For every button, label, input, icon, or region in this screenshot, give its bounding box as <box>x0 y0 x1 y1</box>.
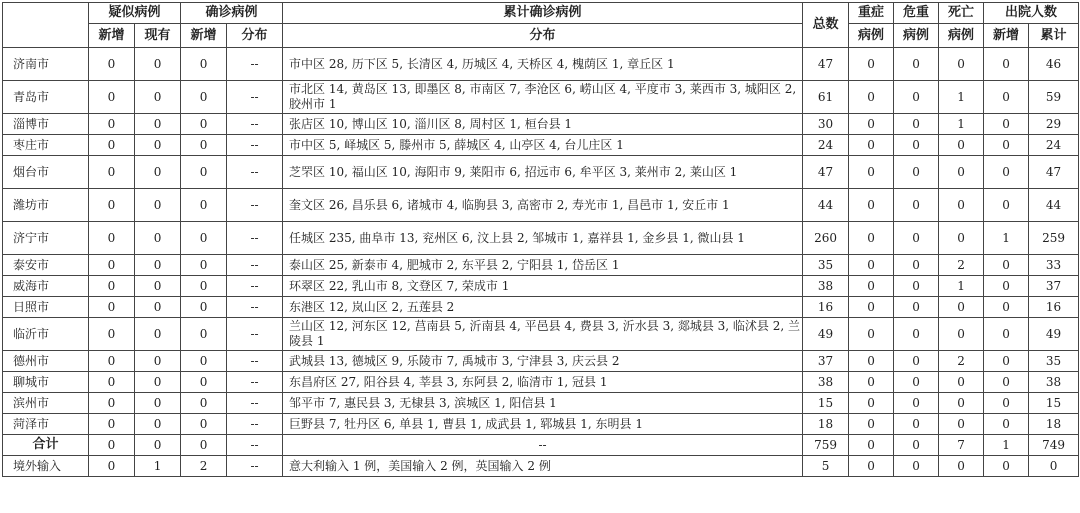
suspected-new: 0 <box>89 189 135 222</box>
discharged-cumulative: 15 <box>1029 393 1079 414</box>
total-cases: 61 <box>803 81 849 114</box>
severe-cases: 0 <box>849 135 894 156</box>
critical-cases: 0 <box>894 135 939 156</box>
suspected-current: 0 <box>135 255 181 276</box>
discharged-cumulative: 37 <box>1029 276 1079 297</box>
city-name: 枣庄市 <box>3 135 89 156</box>
suspected-new: 0 <box>89 318 135 351</box>
death-cases: 0 <box>939 48 984 81</box>
discharged-cumulative: 29 <box>1029 114 1079 135</box>
header-death-cases: 病例 <box>939 24 984 48</box>
discharged-new: 0 <box>984 81 1029 114</box>
total-cases: 260 <box>803 222 849 255</box>
discharged-new: 0 <box>984 456 1029 477</box>
suspected-current: 0 <box>135 81 181 114</box>
discharged-new: 0 <box>984 372 1029 393</box>
suspected-current: 0 <box>135 48 181 81</box>
critical-cases: 0 <box>894 456 939 477</box>
header-suspected: 疑似病例 <box>89 3 181 24</box>
cumulative-distribution: 东昌府区 27, 阳谷县 4, 莘县 3, 东阿县 2, 临清市 1, 冠县 1 <box>283 372 803 393</box>
discharged-cumulative: 35 <box>1029 351 1079 372</box>
discharged-new: 1 <box>984 435 1029 456</box>
header-confirmed-dist: 分布 <box>227 24 283 48</box>
header-suspected-new: 新增 <box>89 24 135 48</box>
header-discharged: 出院人数 <box>984 3 1079 24</box>
severe-cases: 0 <box>849 393 894 414</box>
confirmed-new: 0 <box>181 189 227 222</box>
suspected-current: 0 <box>135 372 181 393</box>
confirmed-distribution: -- <box>227 156 283 189</box>
cumulative-distribution: 张店区 10, 博山区 10, 淄川区 8, 周村区 1, 桓台县 1 <box>283 114 803 135</box>
severe-cases: 0 <box>849 276 894 297</box>
table-row <box>3 372 1079 393</box>
severe-cases: 0 <box>849 414 894 435</box>
critical-cases: 0 <box>894 276 939 297</box>
discharged-new: 0 <box>984 276 1029 297</box>
foreign-import-label: 境外输入 <box>3 456 89 477</box>
suspected-new: 0 <box>89 156 135 189</box>
confirmed-new: 0 <box>181 222 227 255</box>
cumulative-distribution: -- <box>283 435 803 456</box>
suspected-current: 0 <box>135 276 181 297</box>
cumulative-distribution: 巨野县 7, 牡丹区 6, 单县 1, 曹县 1, 成武县 1, 郓城县 1, 东明县 1 <box>283 414 803 435</box>
city-name: 日照市 <box>3 297 89 318</box>
discharged-new: 0 <box>984 393 1029 414</box>
death-cases: 0 <box>939 135 984 156</box>
severe-cases: 0 <box>849 318 894 351</box>
confirmed-new: 0 <box>181 156 227 189</box>
suspected-new: 0 <box>89 435 135 456</box>
total-cases: 49 <box>803 318 849 351</box>
city-name: 威海市 <box>3 276 89 297</box>
table-row <box>3 393 1079 414</box>
suspected-current: 0 <box>135 351 181 372</box>
total-cases: 38 <box>803 276 849 297</box>
suspected-new: 0 <box>89 414 135 435</box>
severe-cases: 0 <box>849 351 894 372</box>
severe-cases: 0 <box>849 222 894 255</box>
death-cases: 1 <box>939 114 984 135</box>
confirmed-distribution: -- <box>227 222 283 255</box>
cumulative-distribution: 市中区 28, 历下区 5, 长清区 4, 历城区 4, 天桥区 4, 槐荫区 1, 章丘区 1 <box>283 48 803 81</box>
suspected-new: 0 <box>89 393 135 414</box>
table-row <box>3 48 1079 81</box>
discharged-cumulative: 44 <box>1029 189 1079 222</box>
suspected-current: 0 <box>135 297 181 318</box>
suspected-current: 0 <box>135 393 181 414</box>
total-cases: 35 <box>803 255 849 276</box>
discharged-cumulative: 47 <box>1029 156 1079 189</box>
death-cases: 0 <box>939 189 984 222</box>
cumulative-distribution: 任城区 235, 曲阜市 13, 兖州区 6, 汶上县 2, 邹城市 1, 嘉祥县 1, 金乡县 1, 微山县 1 <box>283 222 803 255</box>
city-name: 青岛市 <box>3 81 89 114</box>
discharged-cumulative: 33 <box>1029 255 1079 276</box>
discharged-new: 0 <box>984 114 1029 135</box>
severe-cases: 0 <box>849 81 894 114</box>
severe-cases: 0 <box>849 189 894 222</box>
city-name: 烟台市 <box>3 156 89 189</box>
city-name: 济南市 <box>3 48 89 81</box>
header-severe-cases: 病例 <box>849 24 894 48</box>
header-discharged-cumulative: 累计 <box>1029 24 1079 48</box>
confirmed-new: 0 <box>181 318 227 351</box>
total-cases: 37 <box>803 351 849 372</box>
suspected-new: 0 <box>89 48 135 81</box>
total-cases: 15 <box>803 393 849 414</box>
header-corner <box>3 3 89 48</box>
header-confirmed: 确诊病例 <box>181 3 283 24</box>
critical-cases: 0 <box>894 435 939 456</box>
suspected-current: 0 <box>135 222 181 255</box>
header-suspected-current: 现有 <box>135 24 181 48</box>
critical-cases: 0 <box>894 414 939 435</box>
discharged-new: 0 <box>984 156 1029 189</box>
cumulative-distribution: 泰山区 25, 新泰市 4, 肥城市 2, 东平县 2, 宁阳县 1, 岱岳区 1 <box>283 255 803 276</box>
header-death: 死亡 <box>939 3 984 24</box>
severe-cases: 0 <box>849 48 894 81</box>
suspected-current: 0 <box>135 318 181 351</box>
discharged-new: 1 <box>984 222 1029 255</box>
total-cases: 5 <box>803 456 849 477</box>
discharged-cumulative: 16 <box>1029 297 1079 318</box>
discharged-cumulative: 46 <box>1029 48 1079 81</box>
confirmed-new: 0 <box>181 351 227 372</box>
table-row <box>3 255 1079 276</box>
cumulative-distribution: 市中区 5, 峄城区 5, 滕州市 5, 薛城区 4, 山亭区 4, 台儿庄区 1 <box>283 135 803 156</box>
death-cases: 0 <box>939 156 984 189</box>
severe-cases: 0 <box>849 297 894 318</box>
discharged-new: 0 <box>984 297 1029 318</box>
severe-cases: 0 <box>849 156 894 189</box>
cumulative-distribution: 环翠区 22, 乳山市 8, 文登区 7, 荣成市 1 <box>283 276 803 297</box>
discharged-cumulative: 18 <box>1029 414 1079 435</box>
table-row <box>3 114 1079 135</box>
total-cases: 16 <box>803 297 849 318</box>
confirmed-new: 0 <box>181 81 227 114</box>
suspected-new: 0 <box>89 351 135 372</box>
covid-statistics-table <box>2 2 1079 477</box>
discharged-cumulative: 259 <box>1029 222 1079 255</box>
confirmed-new: 0 <box>181 114 227 135</box>
total-row <box>3 435 1079 456</box>
total-cases: 38 <box>803 372 849 393</box>
critical-cases: 0 <box>894 48 939 81</box>
confirmed-distribution: -- <box>227 255 283 276</box>
confirmed-new: 0 <box>181 372 227 393</box>
city-name: 济宁市 <box>3 222 89 255</box>
total-cases: 18 <box>803 414 849 435</box>
total-cases: 759 <box>803 435 849 456</box>
critical-cases: 0 <box>894 351 939 372</box>
cumulative-distribution: 武城县 13, 德城区 9, 乐陵市 7, 禹城市 3, 宁津县 3, 庆云县 2 <box>283 351 803 372</box>
suspected-current: 1 <box>135 456 181 477</box>
suspected-current: 0 <box>135 435 181 456</box>
confirmed-new: 0 <box>181 435 227 456</box>
table-row <box>3 351 1079 372</box>
header-discharged-new: 新增 <box>984 24 1029 48</box>
cumulative-distribution: 奎文区 26, 昌乐县 6, 诸城市 4, 临朐县 3, 高密市 2, 寿光市 1, 昌邑市 1, 安丘市 1 <box>283 189 803 222</box>
confirmed-new: 0 <box>181 393 227 414</box>
cumulative-distribution: 东港区 12, 岚山区 2, 五莲县 2 <box>283 297 803 318</box>
suspected-new: 0 <box>89 372 135 393</box>
discharged-cumulative: 49 <box>1029 318 1079 351</box>
discharged-new: 0 <box>984 318 1029 351</box>
total-cases: 44 <box>803 189 849 222</box>
confirmed-new: 0 <box>181 135 227 156</box>
discharged-new: 0 <box>984 255 1029 276</box>
severe-cases: 0 <box>849 255 894 276</box>
death-cases: 0 <box>939 318 984 351</box>
discharged-cumulative: 59 <box>1029 81 1079 114</box>
city-name: 淄博市 <box>3 114 89 135</box>
suspected-new: 0 <box>89 276 135 297</box>
confirmed-distribution: -- <box>227 189 283 222</box>
confirmed-distribution: -- <box>227 372 283 393</box>
severe-cases: 0 <box>849 435 894 456</box>
death-cases: 1 <box>939 276 984 297</box>
table-row <box>3 222 1079 255</box>
death-cases: 2 <box>939 351 984 372</box>
confirmed-new: 0 <box>181 48 227 81</box>
death-cases: 1 <box>939 81 984 114</box>
severe-cases: 0 <box>849 456 894 477</box>
confirmed-distribution: -- <box>227 351 283 372</box>
confirmed-distribution: -- <box>227 276 283 297</box>
suspected-current: 0 <box>135 156 181 189</box>
table-row <box>3 297 1079 318</box>
suspected-new: 0 <box>89 114 135 135</box>
death-cases: 0 <box>939 456 984 477</box>
critical-cases: 0 <box>894 372 939 393</box>
header-severe: 重症 <box>849 3 894 24</box>
suspected-new: 0 <box>89 297 135 318</box>
table-row <box>3 81 1079 114</box>
table-row <box>3 135 1079 156</box>
cumulative-distribution: 芝罘区 10, 福山区 10, 海阳市 9, 莱阳市 6, 招远市 6, 牟平区 3, 莱州市 2, 莱山区 1 <box>283 156 803 189</box>
confirmed-new: 0 <box>181 255 227 276</box>
critical-cases: 0 <box>894 81 939 114</box>
city-name: 泰安市 <box>3 255 89 276</box>
discharged-new: 0 <box>984 189 1029 222</box>
suspected-new: 0 <box>89 222 135 255</box>
city-name: 菏泽市 <box>3 414 89 435</box>
header-row-2 <box>3 24 1079 48</box>
city-name: 潍坊市 <box>3 189 89 222</box>
confirmed-new: 0 <box>181 297 227 318</box>
total-label: 合计 <box>3 435 89 456</box>
critical-cases: 0 <box>894 318 939 351</box>
discharged-new: 0 <box>984 351 1029 372</box>
death-cases: 0 <box>939 393 984 414</box>
header-cumulative: 累计确诊病例 <box>283 3 803 24</box>
critical-cases: 0 <box>894 393 939 414</box>
suspected-current: 0 <box>135 189 181 222</box>
city-name: 德州市 <box>3 351 89 372</box>
suspected-current: 0 <box>135 135 181 156</box>
suspected-new: 0 <box>89 456 135 477</box>
header-cumulative-dist: 分布 <box>283 24 803 48</box>
header-critical-cases: 病例 <box>894 24 939 48</box>
header-critical: 危重 <box>894 3 939 24</box>
suspected-current: 0 <box>135 114 181 135</box>
suspected-new: 0 <box>89 255 135 276</box>
confirmed-distribution: -- <box>227 81 283 114</box>
confirmed-distribution: -- <box>227 48 283 81</box>
city-name: 滨州市 <box>3 393 89 414</box>
cumulative-distribution: 兰山区 12, 河东区 12, 莒南县 5, 沂南县 4, 平邑县 4, 费县 3, 沂水县 3, 郯城县 3, 临沭县 2, 兰陵县 1 <box>283 318 803 351</box>
total-cases: 30 <box>803 114 849 135</box>
header-row-1 <box>3 3 1079 24</box>
cumulative-distribution: 市北区 14, 黄岛区 13, 即墨区 8, 市南区 7, 李沧区 6, 崂山区 4, 平度市 3, 莱西市 3, 城阳区 2, 胶州市 1 <box>283 81 803 114</box>
confirmed-distribution: -- <box>227 456 283 477</box>
confirmed-new: 0 <box>181 276 227 297</box>
suspected-new: 0 <box>89 135 135 156</box>
table-row <box>3 414 1079 435</box>
critical-cases: 0 <box>894 114 939 135</box>
critical-cases: 0 <box>894 189 939 222</box>
city-name: 临沂市 <box>3 318 89 351</box>
confirmed-new: 2 <box>181 456 227 477</box>
confirmed-distribution: -- <box>227 114 283 135</box>
total-cases: 47 <box>803 48 849 81</box>
death-cases: 0 <box>939 297 984 318</box>
confirmed-distribution: -- <box>227 435 283 456</box>
table-row <box>3 276 1079 297</box>
discharged-cumulative: 749 <box>1029 435 1079 456</box>
discharged-cumulative: 38 <box>1029 372 1079 393</box>
suspected-new: 0 <box>89 81 135 114</box>
confirmed-distribution: -- <box>227 318 283 351</box>
total-cases: 47 <box>803 156 849 189</box>
confirmed-new: 0 <box>181 414 227 435</box>
total-cases: 24 <box>803 135 849 156</box>
discharged-cumulative: 24 <box>1029 135 1079 156</box>
discharged-new: 0 <box>984 414 1029 435</box>
cumulative-distribution: 意大利输入 1 例，美国输入 2 例，英国输入 2 例 <box>283 456 803 477</box>
suspected-current: 0 <box>135 414 181 435</box>
death-cases: 2 <box>939 255 984 276</box>
confirmed-distribution: -- <box>227 414 283 435</box>
death-cases: 0 <box>939 372 984 393</box>
critical-cases: 0 <box>894 297 939 318</box>
discharged-new: 0 <box>984 48 1029 81</box>
confirmed-distribution: -- <box>227 135 283 156</box>
death-cases: 0 <box>939 414 984 435</box>
discharged-new: 0 <box>984 135 1029 156</box>
critical-cases: 0 <box>894 255 939 276</box>
cumulative-distribution: 邹平市 7, 惠民县 3, 无棣县 3, 滨城区 1, 阳信县 1 <box>283 393 803 414</box>
death-cases: 7 <box>939 435 984 456</box>
table-row <box>3 156 1079 189</box>
table-row <box>3 318 1079 351</box>
severe-cases: 0 <box>849 114 894 135</box>
foreign-import-row <box>3 456 1079 477</box>
city-name: 聊城市 <box>3 372 89 393</box>
death-cases: 0 <box>939 222 984 255</box>
confirmed-distribution: -- <box>227 297 283 318</box>
header-total: 总数 <box>803 3 849 48</box>
critical-cases: 0 <box>894 156 939 189</box>
severe-cases: 0 <box>849 372 894 393</box>
table-row <box>3 189 1079 222</box>
header-confirmed-new: 新增 <box>181 24 227 48</box>
discharged-cumulative: 0 <box>1029 456 1079 477</box>
confirmed-distribution: -- <box>227 393 283 414</box>
critical-cases: 0 <box>894 222 939 255</box>
